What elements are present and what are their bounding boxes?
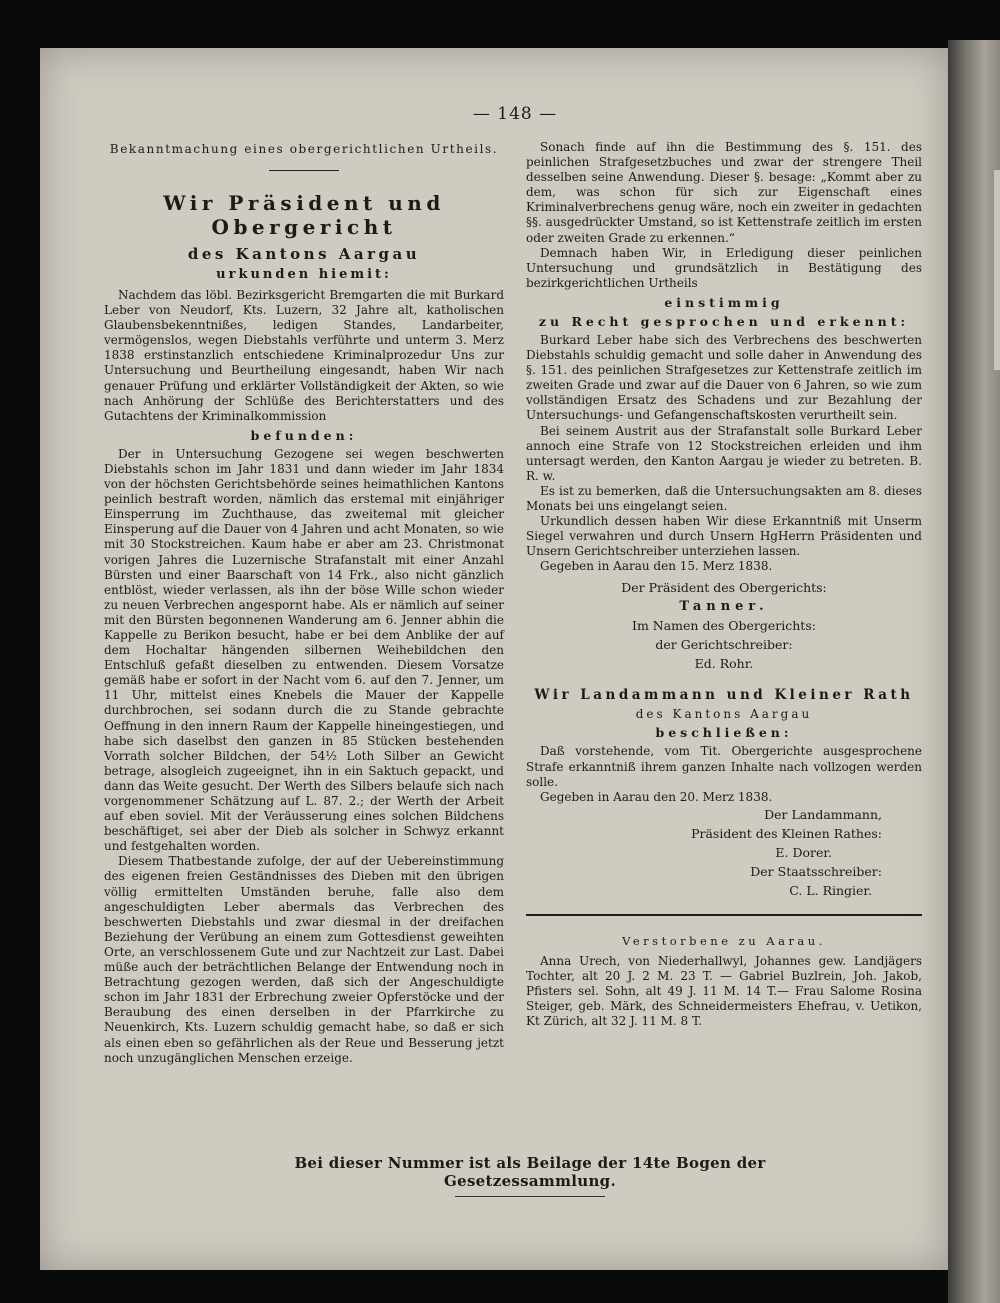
bottom-rule (455, 1196, 605, 1197)
section-rule (526, 914, 922, 916)
announcement-title: Bekanntmachung eines obergerichtlichen Urtheils. (109, 142, 499, 156)
heading-einstimmig: einstimmig (664, 294, 784, 310)
heading-kanton-right: des Kantons Aargau (635, 707, 813, 722)
paragraph-urkundlich: Urkundlich dessen haben Wir diese Erkanntniß mit Unserm Siegel verwahren und durch Unsern HgHerrn Präsidenten und Unsern Gerichtschreiber unterziehen lassen. (526, 514, 922, 559)
sig-president-name: Tanner. (679, 599, 769, 615)
signature-landammann (526, 805, 922, 900)
sig-landammann-name: E. Dorer. (775, 844, 832, 860)
heading-praesident-obergericht: Wir Präsident und Obergericht (163, 191, 445, 239)
paragraph-bemerkung: Es ist zu bemerken, daß die Untersuchungsakten am 8. dieses Monats bei uns eingelangt seien. (526, 483, 922, 513)
paragraph-verurteilung: Burkard Leber habe sich des Verbrechens des beschwerten Diebstahls schuldig gemacht und solle daher in Anwendung des §. 151. des peinlichen Strafgesetzes zur Kettenstrafe zeitlich im zweiten Grade und zwar auf die Dauer von 6 Jahren, so wie zum vollständigen Ersatz des Schadens und zur Bezahlung der Untersuchungs- und Gefangenschaftskosten verurtheilt sein. (526, 332, 922, 423)
page-number: — 148 — (472, 104, 558, 124)
paragraph-austrit: Bei seinem Austrit aus der Strafanstalt solle Burkard Leber annoch eine Strafe von 12 Stockstreichen erleiden und ihm untersagt werden, den Kanton Aargau je wieder zu betreten. B. R. w. (526, 423, 922, 483)
paragraph-untersuchung: Der in Untersuchung Gezogene sei wegen beschwerten Diebstahls schon im Jahr 1831 und dann wieder im Jahr 1834 von der höchsten Gerichtsbehörde seines heimathlichen Kantons peinlich bestraft worden, nämlich das erstemal mit einjähriger Einsperrung im Zuchthause, das zweitemal mit gleicher Einsperung auf die Dauer von 4 Jahren und acht Monaten, so wie mit 30 Stockstreichen. Kaum habe er aber am 23. Christmonat vorigen Jahres die Luzernische Strafanstalt mit einer Anzahl Bürsten und einer Baarschaft von 14 Frk., also nicht gänzlich entblöst, wieder verlassen, als ihn der böse Wille schon wieder zu neuen Verbrechen angespornt habe. Als er nämlich auf seiner mit den Bürsten begonnenen Wanderung am 6. Jenner abhin die Kappelle zu Berikon besucht, habe er bei dem Anblike der auf dem Hochaltar hängenden silbernen Weihebildchen den Entschluß gefaßt dieselben zu entwenden. Diesem Vorsatze gemäß habe er sofort in der Nacht vom 6. auf den 7. Jenner, um 11 Uhr, mittelst eines Knebels die Mauer der Kappelle durchbrochen, sei sodann durch die zu Stande gebrachte Oeffnung in den innern Raum der Kappelle hineingestiegen, und habe sich daselbst den ganzen in 85 Stücken bestehenden Vorrath solcher Bildchen, der 54½ Loth Silber an Gewicht betrage, alsogleich zugeeignet, ihn in ein Saktuch gepackt, und dann das Weite gesucht. Der Werth des Silbers belaufe sich nach vorgenommener Schätzung auf L. 87. 2.; der Werth der Arbeit auf eben soviel. Mit der Veräusserung eines solchen Bildchens beschäftiget, sei aber der Dieb als solcher in Schwyz erkannt und festgehalten worden. (104, 446, 504, 854)
paragraph-vollzug: Daß vorstehende, vom Tit. Obergerichte ausgesprochene Strafe erkanntniß ihrem ganzen Inhalte nach vollzogen werden solle. (526, 744, 922, 789)
sig-staatsschreiber-title: Der Staatsschreiber: (750, 863, 882, 879)
footer-beilage: Bei dieser Nummer ist als Beilage der 14te Bogen der Gesetzessammlung. (294, 1154, 766, 1190)
sig-rath-title: Präsident des Kleinen Rathes: (691, 825, 882, 841)
sig-landammann-title: Der Landammann, (764, 806, 882, 822)
date-obergericht: Gegeben in Aarau den 15. Merz 1838. (540, 559, 773, 574)
paragraph-thatbestand: Diesem Thatbestande zufolge, der auf der Uebereinstimmung des eigenen freien Geständnisses des Dieben mit den übrigen völlig ermittelten Umständen beruhe, falle also dem angeschuldigten Leber abermals das Verbrechen des beschwerten Diebstahls und zwar diesmal in der dreifachen Beziehung der Verübung an einem zum Gottesdienst geweihten Orte, an verschlossenem Gute und zur Nachtzeit zur Last. Dabei müße auch der beträchtlichen Belange der Entwendung noch in Betrachtung gezogen werden, daß sich der Angeschuldigte schon im Jahr 1831 der Erbrechung zweier Opferstöcke und der Beraubung des einen derselben in der Pfarrkirche zu Neuenkirch, Kts. Luzern schuldig gemacht habe, so daß er sich als einen eben so gefährlichen als der Reue und Besserung jetzt noch unzugänglichen Menschen erzeige. (104, 854, 504, 1065)
paragraph-sonach: Sonach finde auf ihn die Bestimmung des §. 151. des peinlichen Strafgesetzbuches und zwar der strengere Theil desselben seine Anwendung. Dieser §. besage: „Kommt aber zu dem, was schon für sich zur Eigenschaft eines Kriminalverbrechens genug wäre, noch ein zweiter in gedachten §§. ausgedrückter Umstand, so ist Kettenstrafe zeitlich im ersten oder zweiten Grade zu erkennen.“ (526, 140, 922, 245)
next-page-edge (948, 40, 1000, 1303)
heading-befunden: befunden: (250, 427, 358, 443)
sig-gerichtschreiber-title: der Gerichtschreiber: (655, 637, 793, 653)
signature-obergericht (526, 578, 922, 673)
right-column (526, 140, 922, 1029)
notice-title: Verstorbene zu Aarau. (622, 933, 826, 948)
sig-staatsschreiber-name: C. L. Ringier. (789, 882, 872, 898)
heading-urkunden: urkunden hiemit: (216, 267, 392, 282)
heading-kanton: des Kantons Aargau (187, 245, 421, 263)
notice-verstorbene: Anna Urech, von Niederhallwyl, Johannes gew. Landjägers Tochter, alt 20 J. 2 M. 23 T. — Gabriel Buzlrein, Joh. Jakob, Pfisters sel. Sohn, alt 49 J. 11 M. 14 T.— Frau Salome Rosina Steiger, geb. Märk, des Schneidermeisters Ehefrau, v. Uetikon, Kt Zürich, alt 32 J. 11 M. 8 T. (526, 953, 922, 1029)
paragraph-demnach: Demnach haben Wir, in Erledigung dieser peinlichen Untersuchung und grundsätzlich in Bestätigung des bezirkgerichtlichen Urtheils (526, 245, 922, 290)
heading-beschliessen: beschließen: (655, 725, 793, 741)
short-rule (269, 170, 339, 171)
sig-gerichtschreiber-name: Ed. Rohr. (694, 656, 754, 672)
heading-landammann: Wir Landammann und Kleiner Rath (534, 687, 914, 704)
paragraph-nachdem: Nachdem das löbl. Bezirksgericht Bremgarten die mit Burkard Leber von Neudorf, Kts. Luzern, 32 Jahre alt, katholischen Glaubensbekenntnißes, ledigen Standes, Landarbeiter, vermögenslos, wegen Diebstahls verführte und unterm 3. Merz 1838 erstinstanzlich entschiedene Kriminalprozedur Uns zur Untersuchung und Beurtheilung eingesandt, haben Wir nach genauer Prüfung und erklärter Vollständigkeit der Akten, so wie nach Anhörung der Schlüße des Berichterstatters und des Gutachtens der Kriminalkommission (104, 288, 504, 423)
sig-namens: Im Namen des Obergerichts: (632, 618, 816, 634)
date-landammann: Gegeben in Aarau den 20. Merz 1838. (540, 789, 773, 804)
left-column (104, 140, 504, 1066)
sig-president-title: Der Präsident des Obergerichts: (621, 580, 827, 596)
heading-erkennt: zu Recht gesprochen und erkennt: (538, 313, 910, 329)
